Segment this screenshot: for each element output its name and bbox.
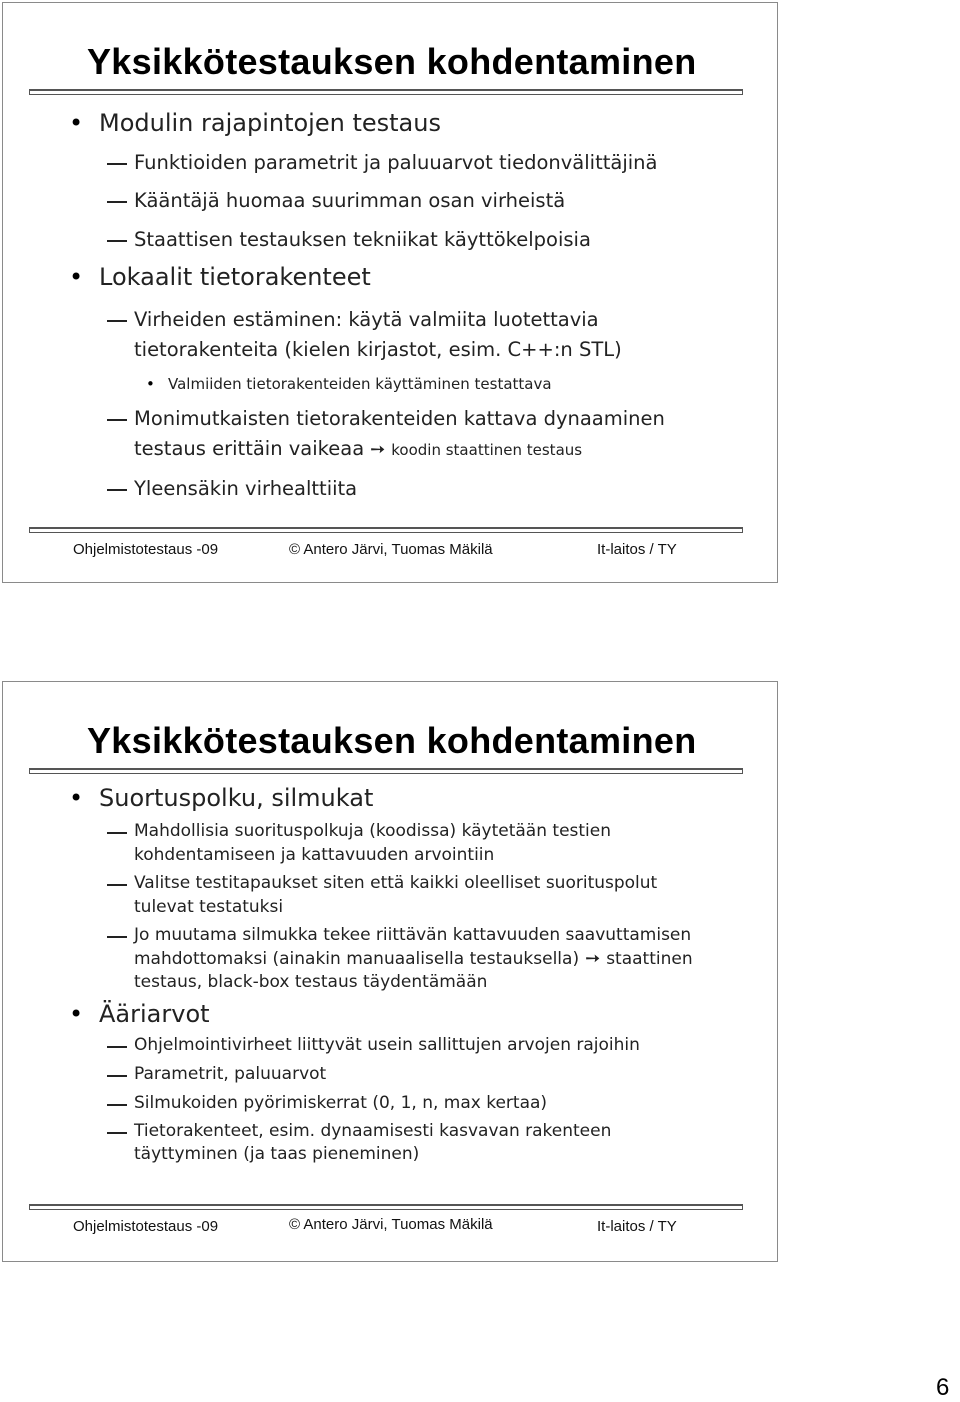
dash-icon [107,163,127,165]
sub-bullet-text: Tietorakenteet, esim. dynaamisesti kasvavan rakenteen [134,1121,612,1141]
arrow-right-icon: ➙ [585,948,601,969]
bullet-icon: • [146,375,155,393]
dash-icon [107,936,127,938]
sub-bullet-text: Ohjelmointivirheet liittyvät usein sallittujen arvojen rajoihin [134,1035,640,1055]
dash-icon [107,832,127,834]
page-number: 6 [936,1374,950,1401]
sub-bullet-text: Parametrit, paluuarvot [134,1064,327,1084]
dash-icon [107,884,127,886]
dash-icon [107,320,127,322]
dash-icon [107,1104,127,1106]
slide-title: Yksikkötestauksen kohdentaminen [87,41,697,82]
bullet-text: Ääriarvot [99,1000,210,1028]
dash-icon [107,1075,127,1077]
dash-icon [107,489,127,491]
sub-bullet-text-cont: tulevat testatuksi [134,897,284,917]
sub-bullet-text: Staattisen testauksen tekniikat käyttökelpoisia [134,228,591,251]
dash-icon [107,240,127,242]
bullet-text: Modulin rajapintojen testaus [99,109,441,137]
sub-bullet-text-cont [134,948,693,969]
bullet-text: Lokaalit tietorakenteet [99,263,371,291]
sub-bullet-text-cont: tietorakenteita (kielen kirjastot, esim. C++:n STL) [134,338,622,361]
sub-bullet-text-part: mahdottomaksi (ainakin manuaalisella testauksella) [134,949,580,969]
sub-bullet-text: Mahdollisia suorituspolkuja (koodissa) käytetään testien [134,821,612,841]
slide-1 [2,2,778,583]
sub-bullet-text-part: testaus erittäin vaikeaa [134,437,365,460]
bullet-icon: • [69,263,84,291]
sub-bullet-text: Yleensäkin virhealttiita [134,477,358,500]
sub-bullet-text-part: koodin staattinen testaus [391,441,583,459]
footer-course: Ohjelmistotestaus -09 [73,1218,219,1235]
slide-2 [2,681,778,1262]
sub-bullet-text-cont [134,437,582,460]
dash-icon [107,201,127,203]
arrow-right-icon: ➙ [370,439,386,460]
bullet-icon: • [69,109,84,137]
bullet-icon: • [69,1000,84,1028]
dash-icon [107,1132,127,1134]
sub-sub-bullet-text: Valmiiden tietorakenteiden käyttäminen testattava [168,375,552,393]
sub-bullet-text: Kääntäjä huomaa suurimman osan virheistä [134,189,566,212]
dash-icon [107,419,127,421]
dash-icon [107,1046,127,1048]
sub-bullet-text-cont: testaus, black-box testaus täydentämään [134,972,488,992]
sub-bullet-text-cont: täyttyminen (ja taas pieneminen) [134,1144,420,1164]
sub-bullet-text: Valitse testitapaukset siten että kaikki oleelliset suorituspolut [134,873,658,893]
sub-bullet-text-part: staattinen [606,949,693,969]
sub-bullet-text: Silmukoiden pyörimiskerrat (0, 1, n, max kertaa) [134,1093,548,1113]
bullet-text: Suortuspolku, silmukat [99,784,374,812]
footer-course: Ohjelmistotestaus -09 [73,541,219,558]
footer-dept: It-laitos / TY [597,541,677,558]
sub-bullet-text: Virheiden estäminen: käytä valmiita luotettavia [134,308,599,331]
sub-bullet-text: Monimutkaisten tietorakenteiden kattava dynaaminen [134,407,665,430]
slide-title: Yksikkötestauksen kohdentaminen [87,720,697,761]
footer-authors: © Antero Järvi, Tuomas Mäkilä [289,1216,493,1233]
footer-authors: © Antero Järvi, Tuomas Mäkilä [289,541,493,558]
sub-bullet-text: Funktioiden parametrit ja paluuarvot tiedonvälittäjinä [134,151,658,174]
bullet-icon: • [69,784,84,812]
footer-dept: It-laitos / TY [597,1218,677,1235]
sub-bullet-text-cont: kohdentamiseen ja kattavuuden arvointiin [134,845,495,865]
sub-bullet-text: Jo muutama silmukka tekee riittävän kattavuuden saavuttamisen [134,925,692,945]
